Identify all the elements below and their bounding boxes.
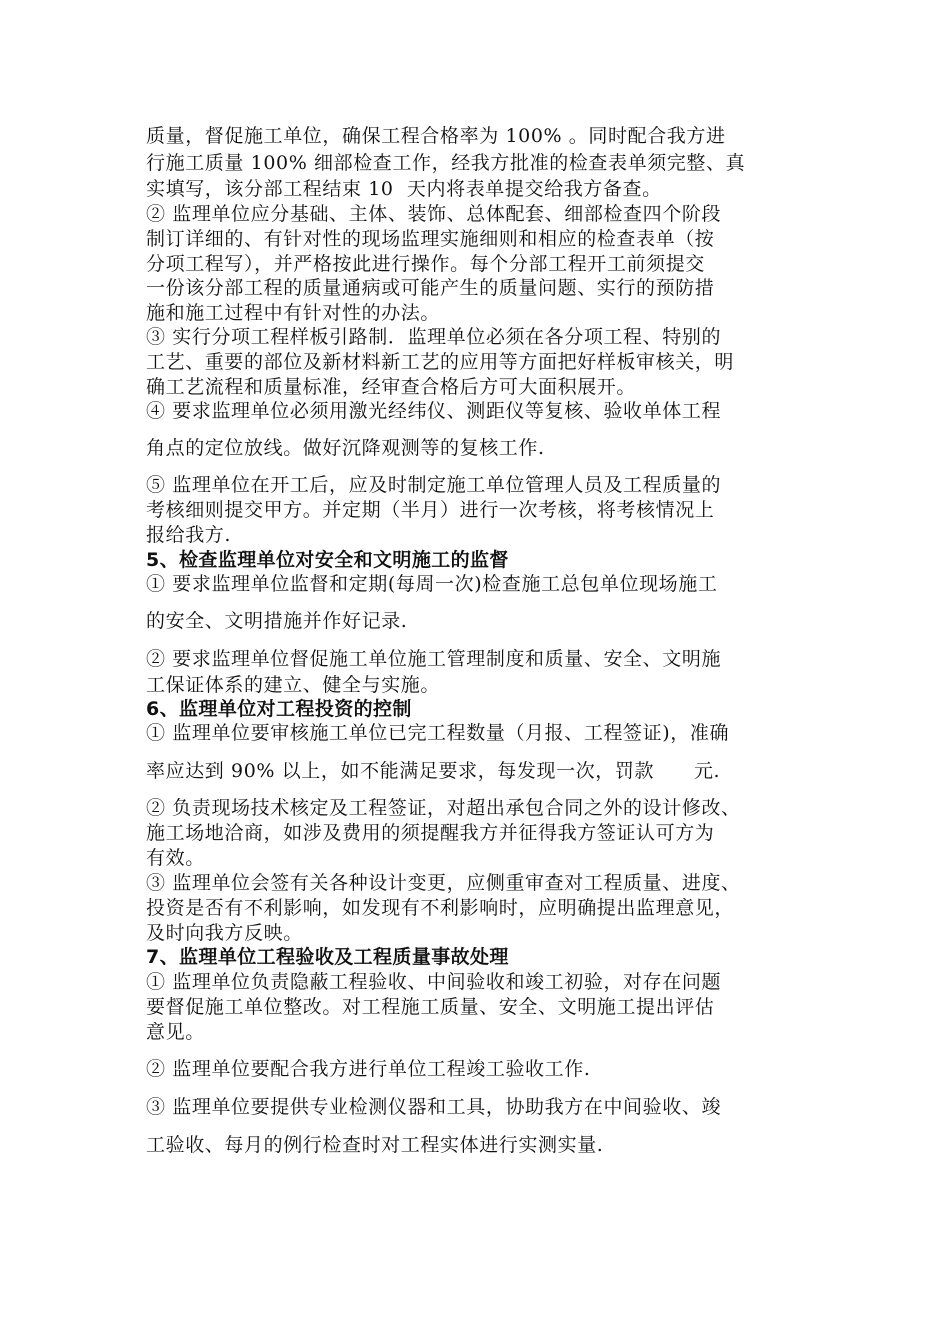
text-line: ① 监理单位负责隐蔽工程验收、中间验收和竣工初验，对存在问题: [146, 971, 722, 993]
text-line: 及时向我方反映。: [146, 922, 303, 944]
text-line: 率应达到 90% 以上，如不能满足要求，每发现一次，罚款 元.: [146, 760, 721, 782]
text-line: 有效。: [146, 847, 205, 869]
text-line: 意见。: [146, 1021, 205, 1043]
text-line: 施和施工过程中有针对性的办法。: [146, 302, 441, 324]
text-line: ② 监理单位应分基础、主体、装饰、总体配套、细部检查四个阶段: [146, 203, 722, 225]
text-line: 工艺、重要的部位及新材料新工艺的应用等方面把好样板审核关，明: [146, 351, 735, 373]
text-line: 一份该分部工程的质量通病或可能产生的质量问题、实行的预防措: [146, 277, 715, 299]
text-line: ③ 实行分项工程样板引路制．监理单位必须在各分项工程、特别的: [146, 326, 722, 348]
text-line: 报给我方.: [146, 524, 232, 546]
text-line: ② 负责现场技术核定及工程签证，对超出承包合同之外的设计修改、: [146, 797, 741, 819]
text-line: 确工艺流程和质量标准，经审查合格后方可大面积展开。: [146, 376, 637, 398]
text-line: 分项工程写），并严格按此进行操作。每个分部工程开工前须提交: [146, 253, 705, 275]
text-line: ① 监理单位要审核施工单位已完工程数量（月报、工程签证)，准确: [146, 722, 730, 744]
text-line: ③ 监理单位会签有关各种设计变更，应侧重审查对工程质量、进度、: [146, 872, 741, 894]
text-line: 角点的定位放线。做好沉降观测等的复核工作.: [146, 437, 545, 459]
text-line: ② 要求监理单位督促施工单位施工管理制度和质量、安全、文明施: [146, 648, 722, 670]
text-line: 工保证体系的建立、健全与实施。: [146, 674, 441, 696]
text-line: ② 监理单位要配合我方进行单位工程竣工验收工作.: [146, 1058, 591, 1080]
text-line: 质量，督促施工单位，确保工程合格率为 100% 。同时配合我方进: [146, 125, 726, 147]
text-line: 考核细则提交甲方。并定期（半月）进行一次考核，将考核情况上: [146, 499, 715, 521]
section-heading-5: 5、检查监理单位对安全和文明施工的监督: [146, 549, 509, 571]
text-line: 实填写，该分部工程结束 10 天内将表单提交给我方备查。: [146, 178, 662, 200]
text-line: 制订详细的、有针对性的现场监理实施细则和相应的检查表单（按: [146, 228, 715, 250]
text-line: 的安全、文明措施并作好记录.: [146, 610, 408, 632]
text-line: ④ 要求监理单位必须用激光经纬仪、测距仪等复核、验收单体工程: [146, 400, 722, 422]
text-line: 施工场地洽商，如涉及费用的须提醒我方并征得我方签证认可方为: [146, 822, 715, 844]
text-line: ⑤ 监理单位在开工后，应及时制定施工单位管理人员及工程质量的: [146, 474, 722, 496]
text-line: 投资是否有不利影响，如发现有不利影响时，应明确提出监理意见，: [146, 897, 735, 919]
text-line: 要督促施工单位整改。对工程施工质量、安全、文明施工提出评估: [146, 996, 715, 1018]
section-heading-7: 7、监理单位工程验收及工程质量事故处理: [146, 946, 509, 968]
text-line: ① 要求监理单位监督和定期(每周一次)检查施工总包单位现场施工: [146, 573, 718, 595]
text-line: 行施工质量 100% 细部检查工作，经我方批准的检查表单须完整、真: [146, 152, 746, 174]
text-line: 工验收、每月的例行检查时对工程实体进行实测实量.: [146, 1134, 604, 1156]
section-heading-6: 6、监理单位对工程投资的控制: [146, 698, 412, 720]
text-line: ③ 监理单位要提供专业检测仪器和工具，协助我方在中间验收、竣: [146, 1096, 722, 1118]
